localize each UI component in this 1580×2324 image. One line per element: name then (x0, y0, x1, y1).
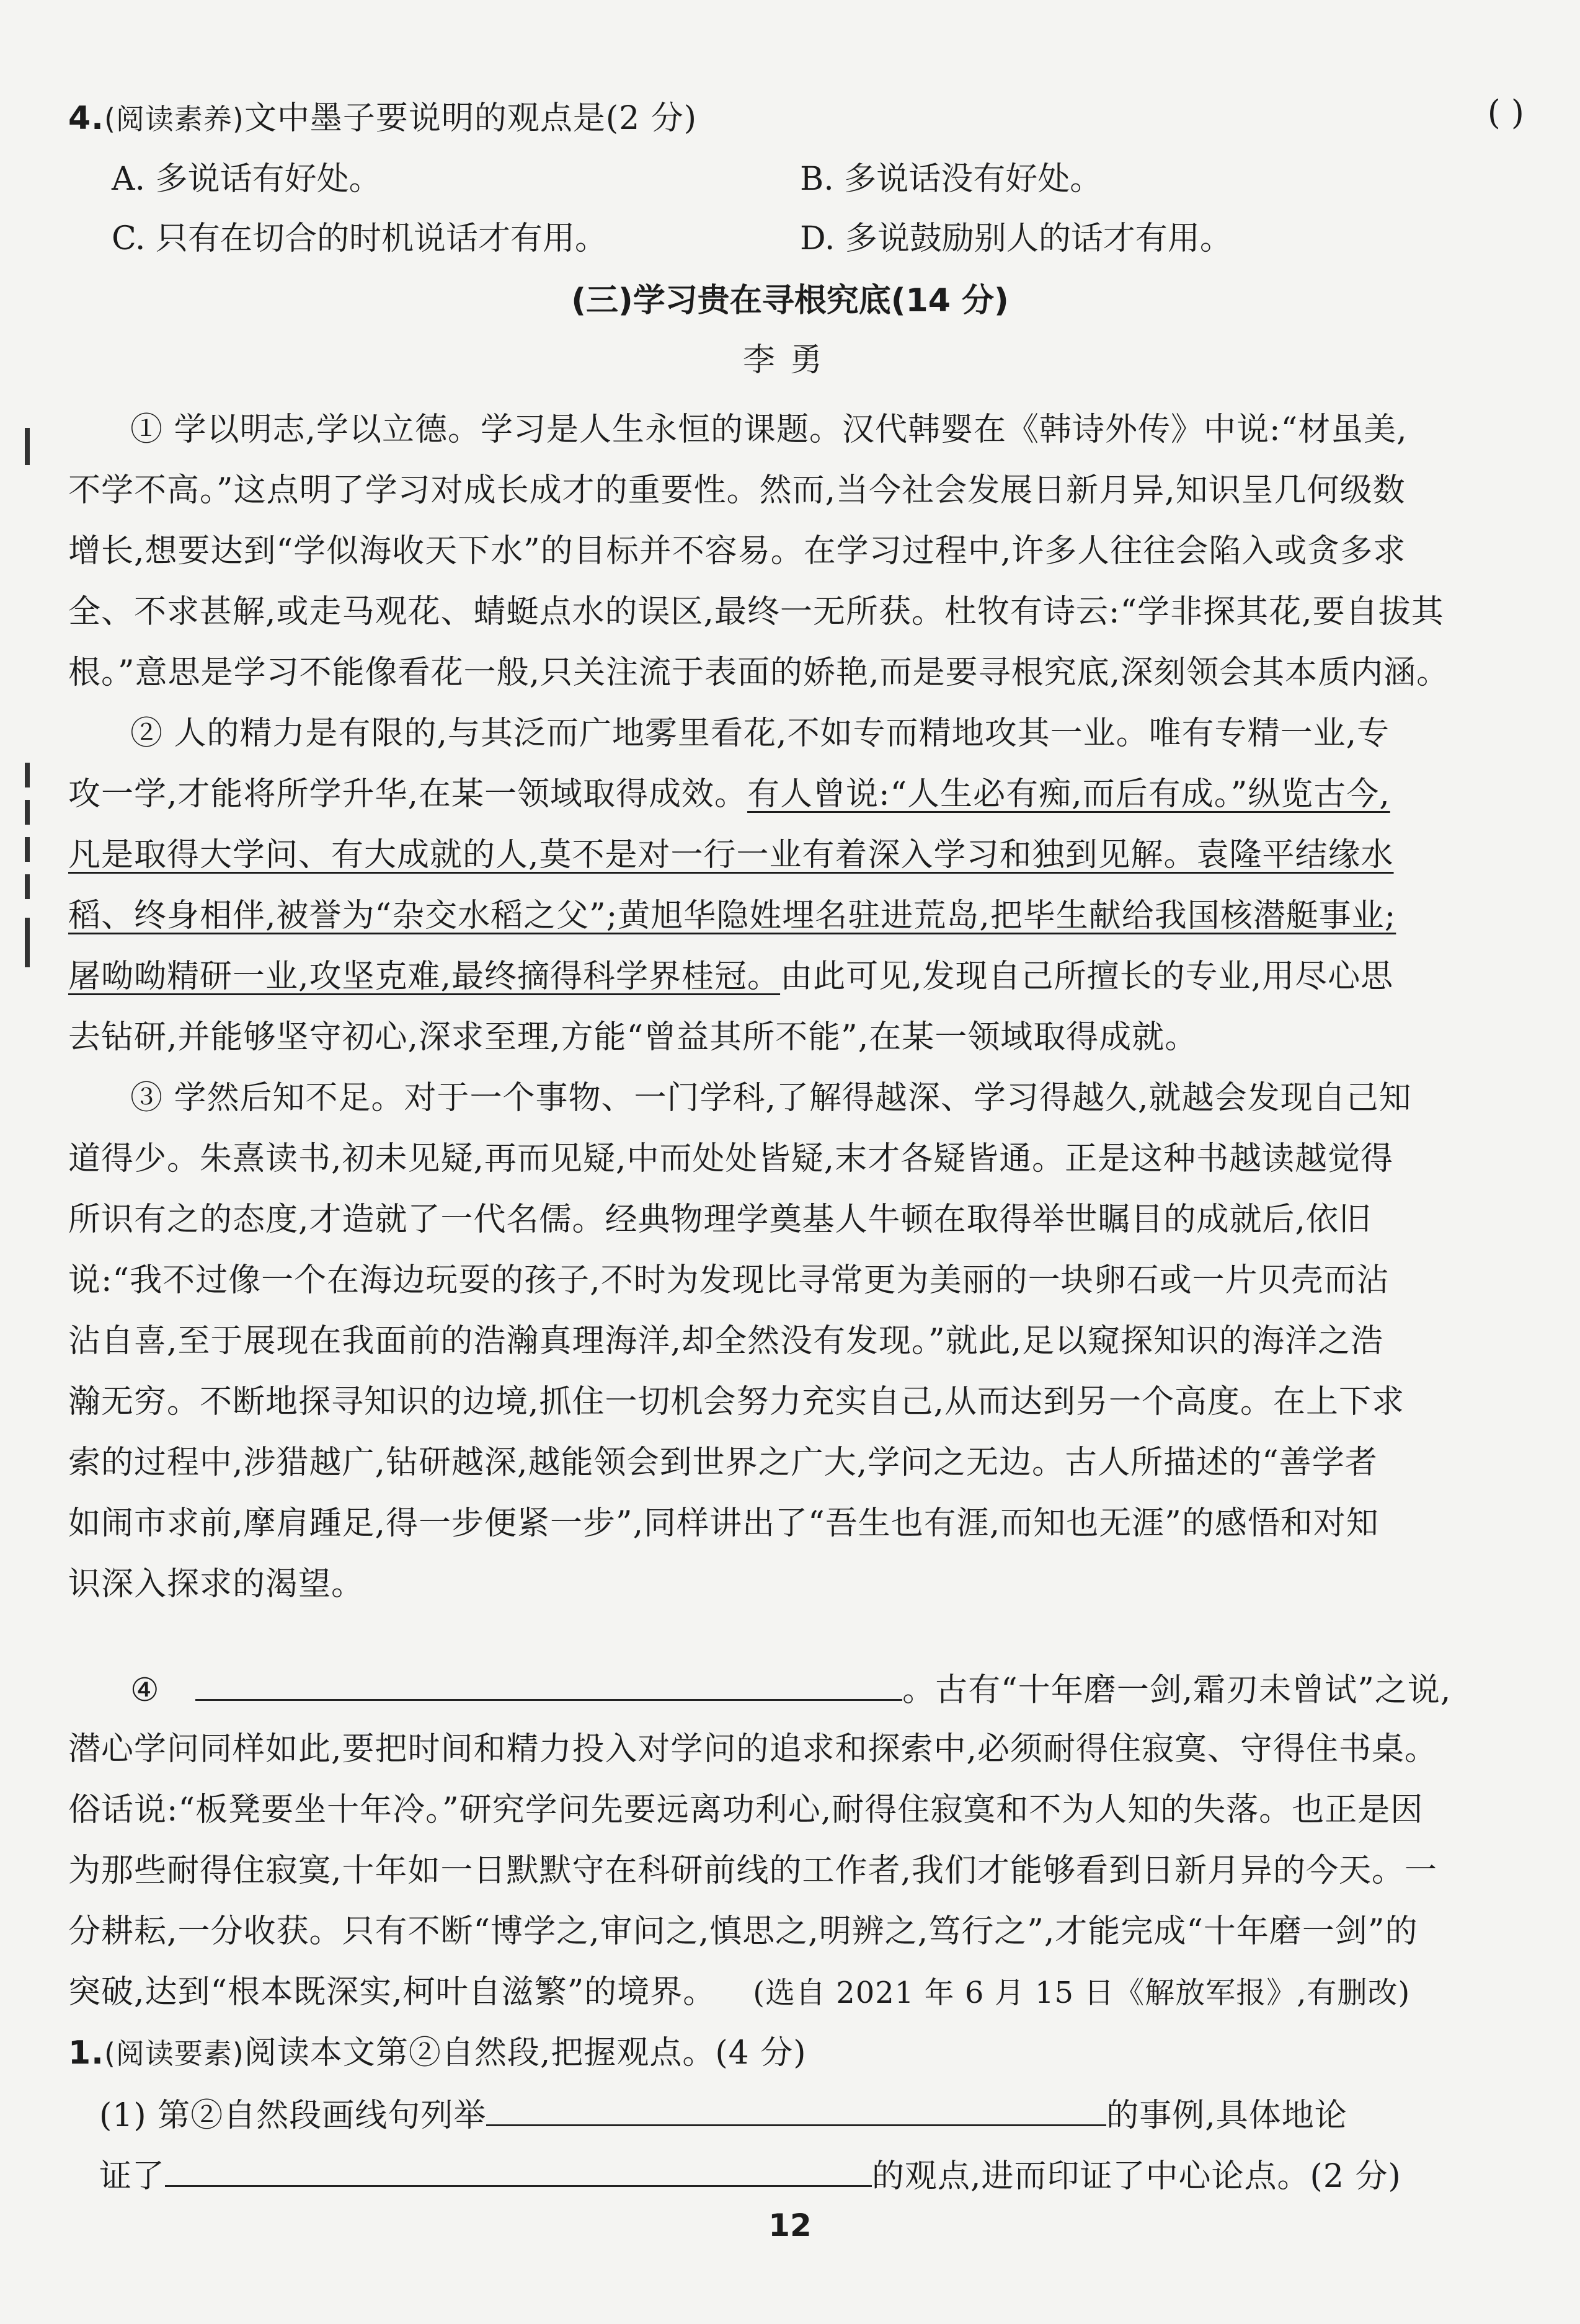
question-1-sub1-text: 的事例,具体地论 (1106, 2097, 1347, 2134)
source-citation: (选自 2021 年 6 月 15 日《解放军报》,有删改) (753, 1976, 1411, 2010)
option-b[interactable]: B. 多说话没有好处。 (800, 161, 1103, 198)
question-4-text: 文中墨子要说明的观点是(2 分) (244, 100, 698, 137)
paragraph-1-line: ① 学以明志,学以立德。学习是人生永恒的课题。汉代韩婴在《韩诗外传》中说:“材虽美, (130, 411, 1408, 448)
underlined-sentence: 稻、终身相伴,被誉为“杂交水稻之父”;黄旭华隐姓埋名驻进荒岛,把毕生献给我国核潜艇事业; (68, 897, 1396, 934)
option-d[interactable]: D. 多说鼓励别人的话才有用。 (800, 220, 1232, 257)
paragraph-3-line: 说:“我不过像一个在海边玩耍的孩子,不时为发现比寻常更为美丽的一块卵石或一片贝壳而沾 (68, 1262, 1390, 1299)
question-1-sub1-text: (1) 第②自然段画线句列举 (99, 2097, 487, 2134)
paragraph-2-text: 由此可见,发现自己所擅长的专业,用尽心思 (780, 958, 1394, 995)
paragraph-4-number: ④ (130, 1672, 160, 1709)
paragraph-2-line: ② 人的精力是有限的,与其泛而广地雾里看花,不如专而精地攻其一业。唯有专精一业,专 (130, 715, 1390, 752)
section-title: (三)学习贵在寻根究底(14 分) (571, 282, 1009, 319)
paragraph-4-line: 为那些耐得住寂寞,十年如一日默默守在科研前线的工作者,我们才能够看到日新月异的今天。一 (68, 1852, 1438, 1889)
option-c[interactable]: C. 只有在切合的时机说话才有用。 (112, 220, 607, 257)
paragraph-3-line: 识深入探求的渴望。 (68, 1566, 365, 1603)
answer-blank-1[interactable] (486, 2093, 1106, 2126)
paragraph-1-line: 增长,想要达到“学似海收天下水”的目标并不容易。在学习过程中,许多人往往会陷入或贪多求 (68, 533, 1406, 570)
paragraph-3-line: 索的过程中,涉猎越广,钻研越深,越能领会到世界之广大,学问之无边。古人所描述的“善学者 (68, 1444, 1378, 1481)
question-1-sub1 (99, 2093, 1519, 2136)
question-1-number: 1. (68, 2034, 104, 2072)
paragraph-2-line (68, 956, 1519, 997)
underlined-sentence: 凡是取得大学问、有大成就的人,莫不是对一行一业有着深入学习和独到见解。袁隆平结缘水 (68, 836, 1394, 874)
question-1-sub1-cont (99, 2154, 1519, 2197)
paragraph-4-line (130, 1668, 1519, 1711)
option-a[interactable]: A. 多说话有好处。 (112, 161, 381, 198)
paragraph-2-line: 去钻研,并能够坚守初心,深求至理,方能“曾益其所不能”,在某一领域取得成就。 (68, 1019, 1198, 1056)
paragraph-4-text: 突破,达到“根本既深实,柯叶自滋繁”的境界。 (68, 1974, 716, 2011)
question-1-tag: (阅读要素) (104, 2037, 244, 2070)
paragraph-4-line: 潜心学问同样如此,要把时间和精力投入对学问的追求和探索中,必须耐得住寂寞、守得住书桌。 (68, 1731, 1438, 1768)
question-1-sub1-text: 的观点,进而印证了中心论点。(2 分) (872, 2158, 1401, 2195)
paragraph-1-line: 根。”意思是学习不能像看花一般,只关注流于表面的娇艳,而是要寻根究底,深刻领会其本质内涵。 (68, 654, 1450, 691)
question-1-sub1-text: 证了 (99, 2158, 166, 2195)
question-4-tag: (阅读素养) (104, 102, 244, 136)
answer-paren[interactable]: ( ) (1487, 93, 1524, 132)
paragraph-1-line: 全、不求甚解,或走马观花、蜻蜓点水的误区,最终一无所获。杜牧有诗云:“学非探其花,要自拔其 (68, 593, 1444, 631)
paragraph-3-line: 所识有之的态度,才造就了一代名儒。经典物理学奠基人牛顿在取得举世瞩目的成就后,依旧 (68, 1201, 1372, 1238)
paragraph-3-line: 沾自喜,至于展现在我面前的浩瀚真理海洋,却全然没有发现。”就此,足以窥探知识的海洋之浩 (68, 1323, 1384, 1360)
question-4-number: 4. (68, 100, 104, 137)
question-1 (68, 2033, 1519, 2074)
question-1-text: 阅读本文第②自然段,把握观点。(4 分) (244, 2034, 807, 2072)
question-4 (68, 98, 1519, 140)
paragraph-3-line: 瀚无穷。不断地探寻知识的边境,抓住一切机会努力充实自己,从而达到另一个高度。在上下求 (68, 1383, 1405, 1421)
underlined-sentence: 屠呦呦精研一业,攻坚克难,最终摘得科学界桂冠。 (68, 958, 781, 995)
underlined-sentence: 有人曾说:“人生必有痴,而后有成。”纵览古今, (747, 776, 1390, 813)
paragraph-4-line (68, 1972, 1519, 2013)
binding-marks (25, 428, 37, 986)
paragraph-3-line: 如闹市求前,摩肩踵足,得一步便紧一步”,同样讲出了“吾生也有涯,而知也无涯”的感悟和对知 (68, 1505, 1379, 1542)
article-author: 李勇 (742, 342, 837, 379)
paragraph-4-line: 俗话说:“板凳要坐十年冷。”研究学问先要远离功利心,耐得住寂寞和不为人知的失落。也正是因 (68, 1791, 1424, 1829)
page-number: 12 (768, 2207, 812, 2243)
paragraph-2-text: 攻一学,才能将所学升华,在某一领域取得成效。 (68, 776, 748, 813)
paragraph-3-line: 道得少。朱熹读书,初未见疑,再而见疑,中而处处皆疑,末才各疑皆通。正是这种书越读越觉得 (68, 1140, 1394, 1178)
paragraph-3-line: ③ 学然后知不足。对于一个事物、一门学科,了解得越深、学习得越久,就越会发现自己知 (130, 1080, 1412, 1117)
answer-blank-2[interactable] (165, 2154, 872, 2187)
paragraph-4-text: 。古有“十年磨一剑,霜刃未曾试”之说, (902, 1672, 1452, 1709)
paragraph-2-line (68, 774, 1519, 815)
paragraph-1-line: 不学不高。”这点明了学习对成长成才的重要性。然而,当今社会发展日新月异,知识呈几何级数 (68, 472, 1406, 509)
fill-in-blank[interactable] (195, 1668, 902, 1701)
paragraph-4-line: 分耕耘,一分收获。只有不断“博学之,审问之,慎思之,明辨之,笃行之”,才能完成“十年磨一剑”的 (68, 1913, 1418, 1950)
